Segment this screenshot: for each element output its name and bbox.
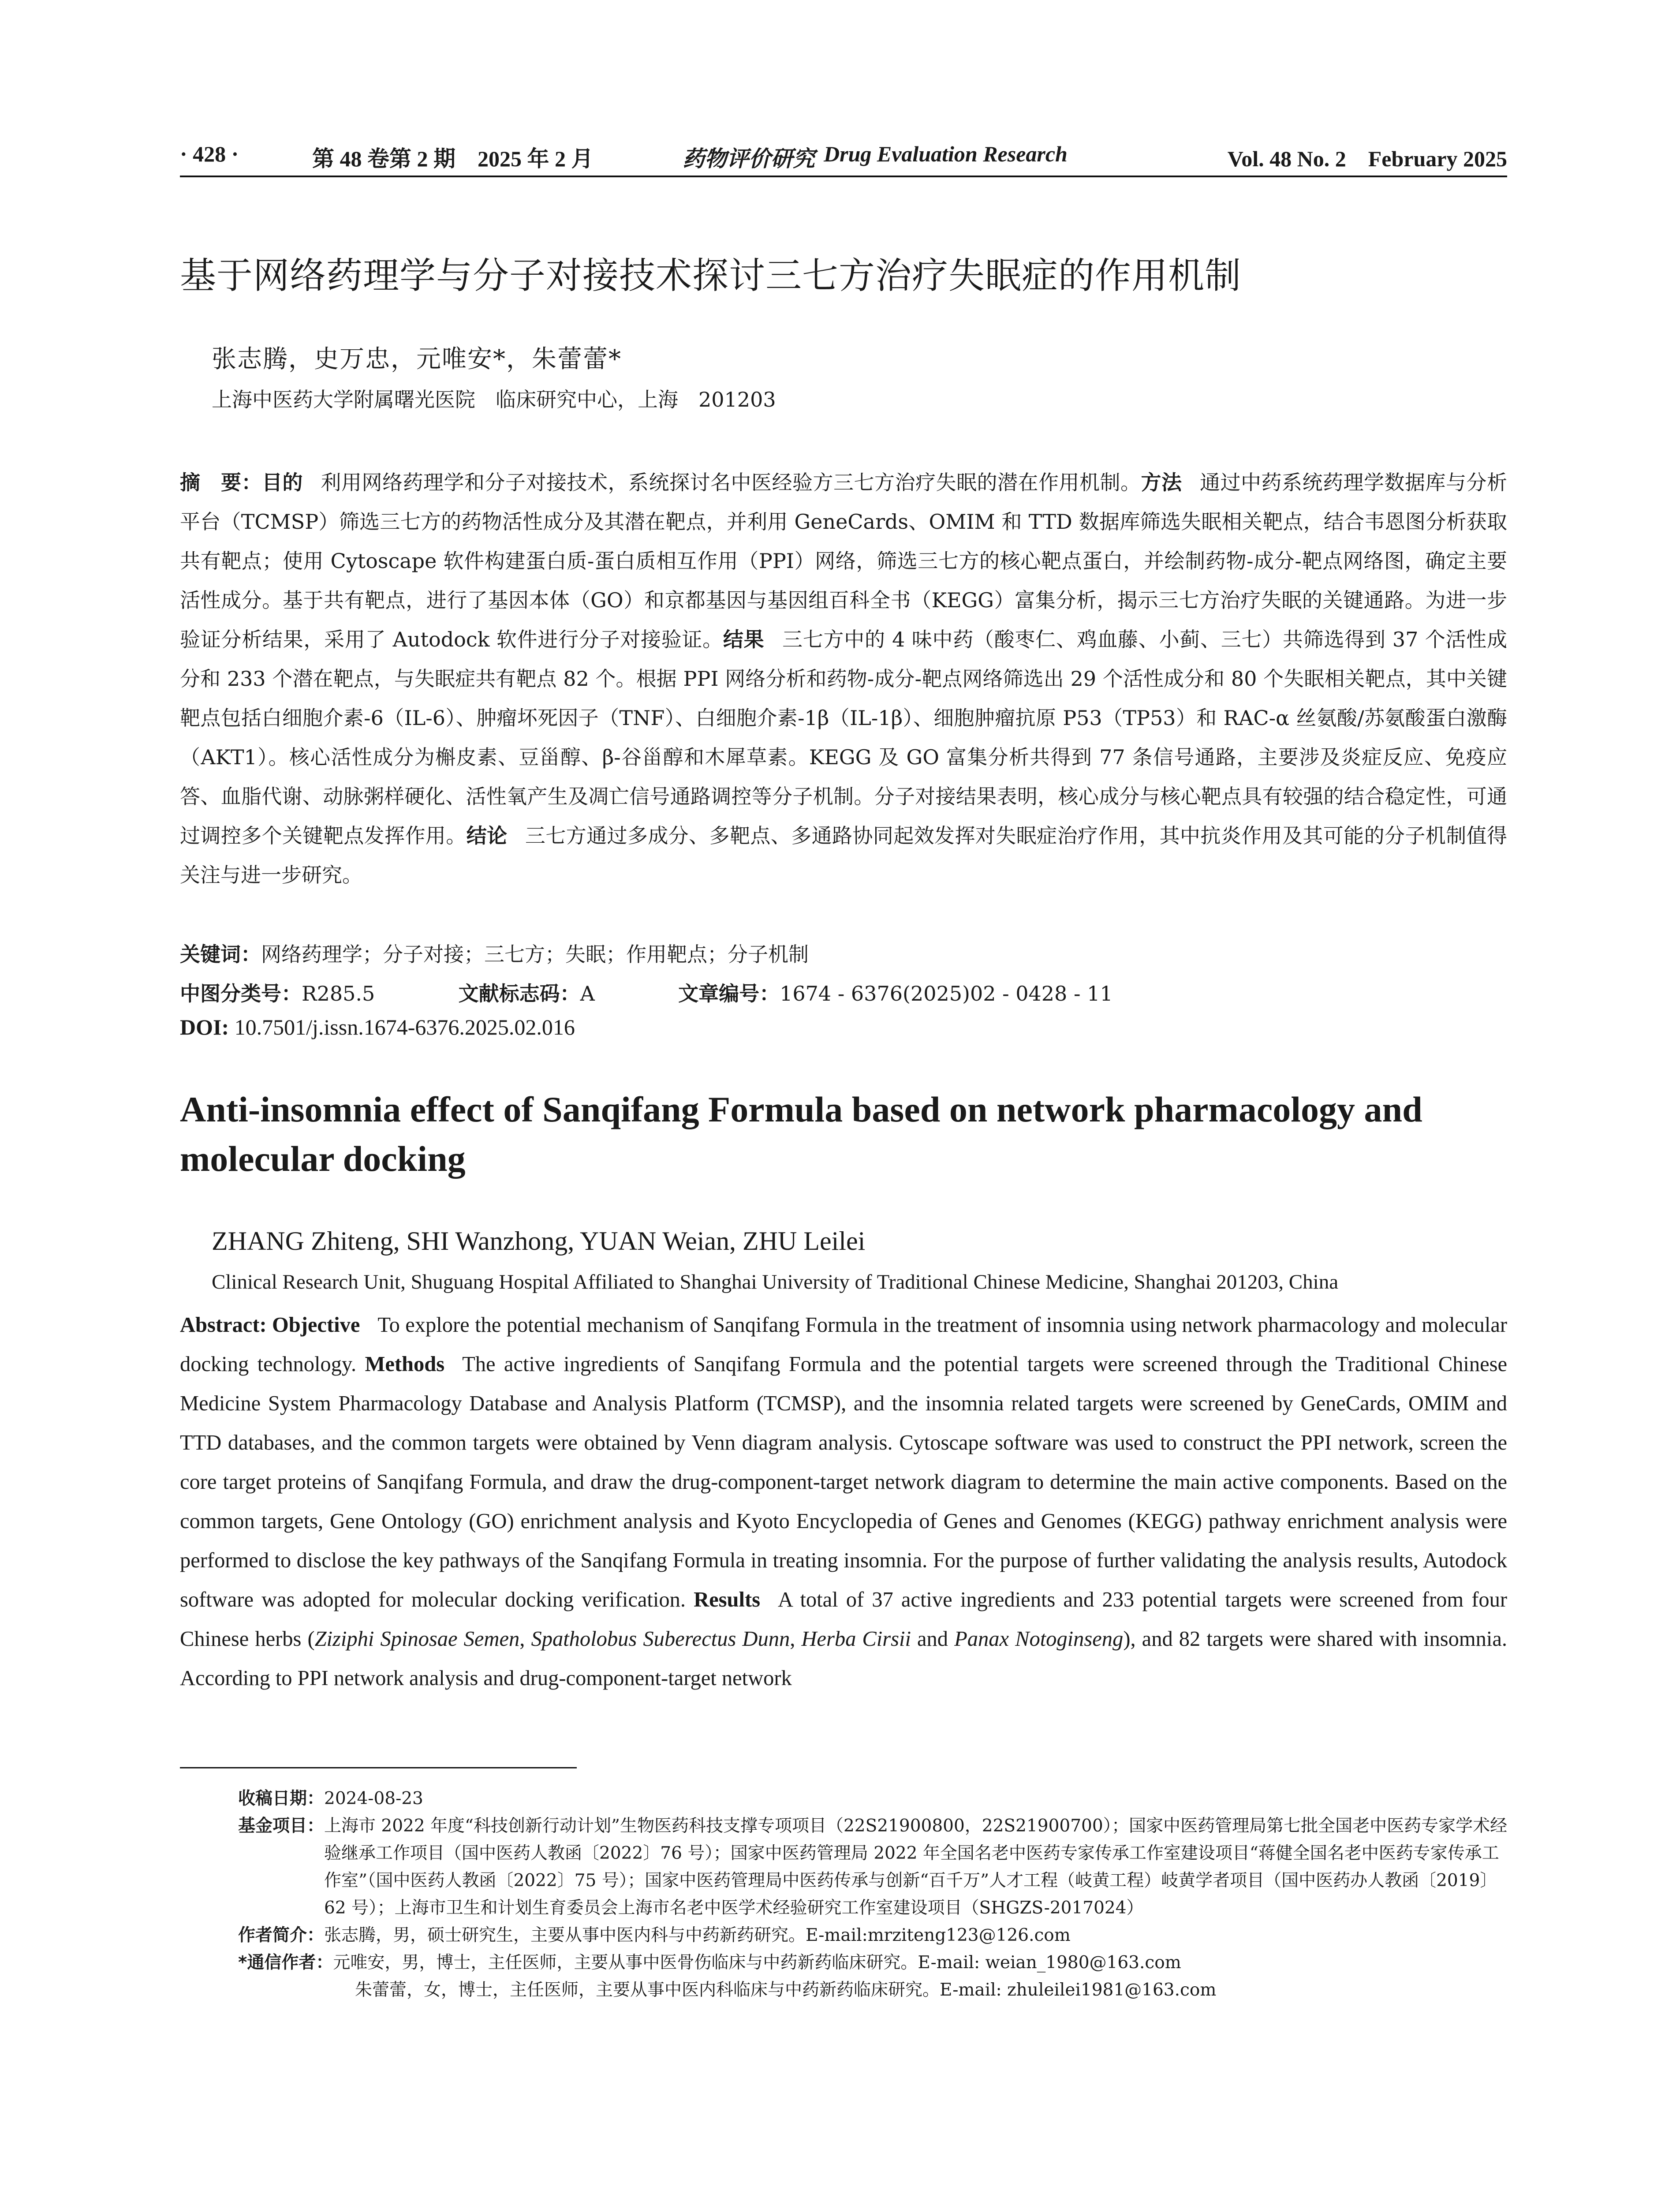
received-date <box>238 1785 1508 1813</box>
chinese-title: 基于网络药理学与分子对接技术探讨三七方治疗失眠症的作用机制 <box>180 255 1242 297</box>
corresponding-author-1 <box>238 1949 1508 1977</box>
fund-label: 基金项目： <box>238 1816 325 1836</box>
herb-2: Spatholobus Suberectus Dunn <box>531 1627 790 1651</box>
volume-issue-en: Vol. 48 No. 2 February 2025 <box>1227 146 1507 171</box>
fund-value: 上海市 2022 年度“科技创新行动计划”生物医药科技支撑专项项目（22S21900800，22S21900700）；国家中医药管理局第七批全国老中医药专家学术经验继承工作项目（国中医药人教函〔2022〕76 号）；国家中医药管理局 2022 年全国名老中医药专家传承工作室建设项目“蒋健全国名老中医药专家传承工作室”（国中医药人教函〔2022〕75 号）；国家中医药管理局中医药传承与创新“百千万”人才工程（岐黄工程）岐黄学者项目（国中医药办人教函〔2019〕62 号）；上海市卫生和计划生育委员会上海市名老中医学术经验研究工作室建设项目（SHGZS-2017024） <box>324 1816 1508 1918</box>
methods-label: 方法 <box>1141 471 1182 494</box>
en-methods-text: The active ingredients of Sanqifang Formula and the potential targets were screened through the Traditional Chinese Medicine System Pharmacology Database and Analysis Platform (TCMSP), and the insomnia related targets were screened by GeneCards, OMIM and TTD databases, and the common targets were obtained by Venn diagram analysis. Cytoscape software was used to construct the PPI network, screen the core target proteins of Sanqifang Formula, and draw the drug-component-target network diagram to determine the main active components. Based on the common targets, Gene Ontology (GO) enrichment analysis and Kyoto Encyclopedia of Genes and Genomes (KEGG) pathway enrichment analysis were performed to disclose the key pathways of the Sanqifang Formula in treating insomnia. For the purpose of further validating the analysis results, Autodock software was adopted for molecular docking verification. <box>180 1353 1508 1611</box>
methods-text: 通过中药系统药理学数据库与分析平台（TCMSP）筛选三七方的药物活性成分及其潜在靶点，并利用 GeneCards、OMIM 和 TTD 数据库筛选失眠相关靶点，结合韦恩图分析获取共有靶点；使用 Cytoscape 软件构建蛋白质-蛋白质相互作用（PPI）网络，筛选三七方的核心靶点蛋白，并绘制药物-成分-靶点网络图，确定主要活性成分。基于共有靶点，进行了基因本体（GO）和京都基因与基因组百科全书（KEGG）富集分析，揭示三七方治疗失眠的关键通路。为进一步验证分析结果，采用了 Autodock 软件进行分子对接验证。 <box>180 471 1507 651</box>
en-results-label: Results <box>694 1588 760 1611</box>
conclusion-text: 三七方通过多成分、多靶点、多通路协同起效发挥对失眠症治疗作用，其中抗炎作用及其可能的分子机制值得关注与进一步研究。 <box>180 824 1507 887</box>
separator: , <box>519 1627 531 1651</box>
clc-label: 中图分类号： <box>180 982 302 1005</box>
objective-text: 利用网络药理学和分子对接技术，系统探讨名中医经验方三七方治疗失眠的潜在作用机制。 <box>321 471 1141 494</box>
corresponding-label: *通信作者： <box>238 1953 333 1973</box>
classification-line <box>180 978 1113 1007</box>
author-bio-label: 作者简介： <box>238 1925 325 1945</box>
keywords-line <box>180 938 809 968</box>
received-label: 收稿日期： <box>238 1789 325 1809</box>
chinese-authors: 张志腾，史万忠，元唯安*，朱蕾蕾* <box>212 345 622 374</box>
corresponding-2-value: 朱蕾蕾，女，博士，主任医师，主要从事中医内科临床与中药新药临床研究。E-mail: zhuleilei1981@163.com <box>355 1980 1217 2000</box>
abstract-label: 摘 要： <box>180 471 262 494</box>
herb-1: Ziziphi Spinosae Semen <box>314 1627 520 1651</box>
footnotes <box>238 1785 1508 2004</box>
results-text: 三七方中的 4 味中药（酸枣仁、鸡血藤、小蓟、三七）共筛选得到 37 个活性成分和 233 个潜在靶点，与失眠症共有靶点 82 个。根据 PPI 网络分析和药物-成分-靶点网络筛选出 29 个活性成分和 80 个失眠相关靶点，其中关键靶点包括白细胞介素-6（IL-6）、肿瘤坏死因子（TNF）、白细胞介素-1β（IL-1β）、细胞肿瘤抗原 P53（TP53）和 RAC-α 丝氨酸/苏氨酸蛋白激酶（AKT1）。核心活性成分为槲皮素、豆甾醇、β-谷甾醇和木犀草素。KEGG 及 GO 富集分析共得到 77 条信号通路，主要涉及炎症反应、免疫应答、血脂代谢、动脉粥样硬化、活性氧产生及凋亡信号通路调控等分子机制。分子对接结果表明，核心成分与核心靶点具有较强的结合稳定性，可通过调控多个关键靶点发挥作用。 <box>180 628 1508 848</box>
keywords: 网络药理学；分子对接；三七方；失眠；作用靶点；分子机制 <box>261 942 809 966</box>
doccode: A <box>580 982 595 1005</box>
en-results-text-a: A total of 37 active ingredients and 233 potential targets were screened from four Chinese herbs ( <box>180 1588 1507 1651</box>
volume-issue-cn: 第 48 卷第 2 期 2025 年 2 月 <box>312 146 594 171</box>
doi-label: DOI: <box>180 1015 229 1039</box>
corresponding-1-value: 元唯安，男，博士，主任医师，主要从事中医骨伤临床与中药新药临床研究。E-mail: weian_1980@163.com <box>333 1953 1181 1973</box>
doi: 10.7501/j.issn.1674-6376.2025.02.016 <box>234 1015 575 1039</box>
english-title: Anti-insomnia effect of Sanqifang Formula based on network pharmacology and molecular docking <box>180 1089 1422 1179</box>
corresponding-author-2 <box>238 1977 1508 2004</box>
header-rule <box>180 176 1507 177</box>
herb-3: Herba Cirsii <box>801 1627 911 1651</box>
author-bio-value: 张志腾，男，硕士研究生，主要从事中医内科与中药新药研究。E-mail:mrziteng123@126.com <box>324 1925 1071 1945</box>
keywords-label: 关键词： <box>180 942 261 966</box>
article-no: 1674 - 6376(2025)02 - 0428 - 11 <box>780 982 1113 1005</box>
english-authors: ZHANG Zhiteng, SHI Wanzhong, YUAN Weian, ZHU Leilei <box>212 1226 866 1256</box>
conclusion-label: 结论 <box>466 824 508 848</box>
en-methods-label: Methods <box>365 1353 445 1376</box>
footnote-rule <box>180 1767 577 1768</box>
doi-line <box>180 1014 575 1040</box>
page-number: · 428 · <box>180 142 239 166</box>
en-objective-text: To explore the potential mechanism of Sanqifang Formula in the treatment of insomnia using network pharmacology and molecular docking technology. <box>180 1313 1507 1376</box>
english-affiliation: Clinical Research Unit, Shuguang Hospital Affiliated to Shanghai University of Traditional Chinese Medicine, Shanghai 201203, China <box>212 1271 1339 1293</box>
en-abstract-label: Abstract: <box>180 1313 267 1337</box>
separator: , <box>790 1627 802 1651</box>
clc-code: R285.5 <box>302 982 375 1005</box>
results-label: 结果 <box>723 628 765 651</box>
separator: and <box>911 1627 955 1651</box>
chinese-affiliation: 上海中医药大学附属曙光医院 临床研究中心，上海 201203 <box>212 388 776 411</box>
author-bio <box>238 1922 1508 1949</box>
en-objective-label: Objective <box>272 1313 360 1337</box>
article-no-label: 文章编号： <box>678 982 780 1005</box>
received-value: 2024-08-23 <box>324 1789 423 1809</box>
objective-label: 目的 <box>262 471 303 494</box>
running-header <box>180 141 1507 176</box>
doccode-label: 文献标志码： <box>458 982 580 1005</box>
herb-4: Panax Notoginseng <box>954 1627 1124 1651</box>
en-results-text-b: ), and 82 targets were shared with insomnia. According to PPI network analysis and drug-component-target network <box>180 1627 1508 1690</box>
chinese-abstract <box>180 463 1507 895</box>
journal-logo: 药物评价研究 <box>683 146 815 172</box>
english-abstract <box>180 1305 1507 1698</box>
journal-name-en: Drug Evaluation Research <box>824 142 1068 166</box>
fund-info <box>238 1813 1508 1922</box>
